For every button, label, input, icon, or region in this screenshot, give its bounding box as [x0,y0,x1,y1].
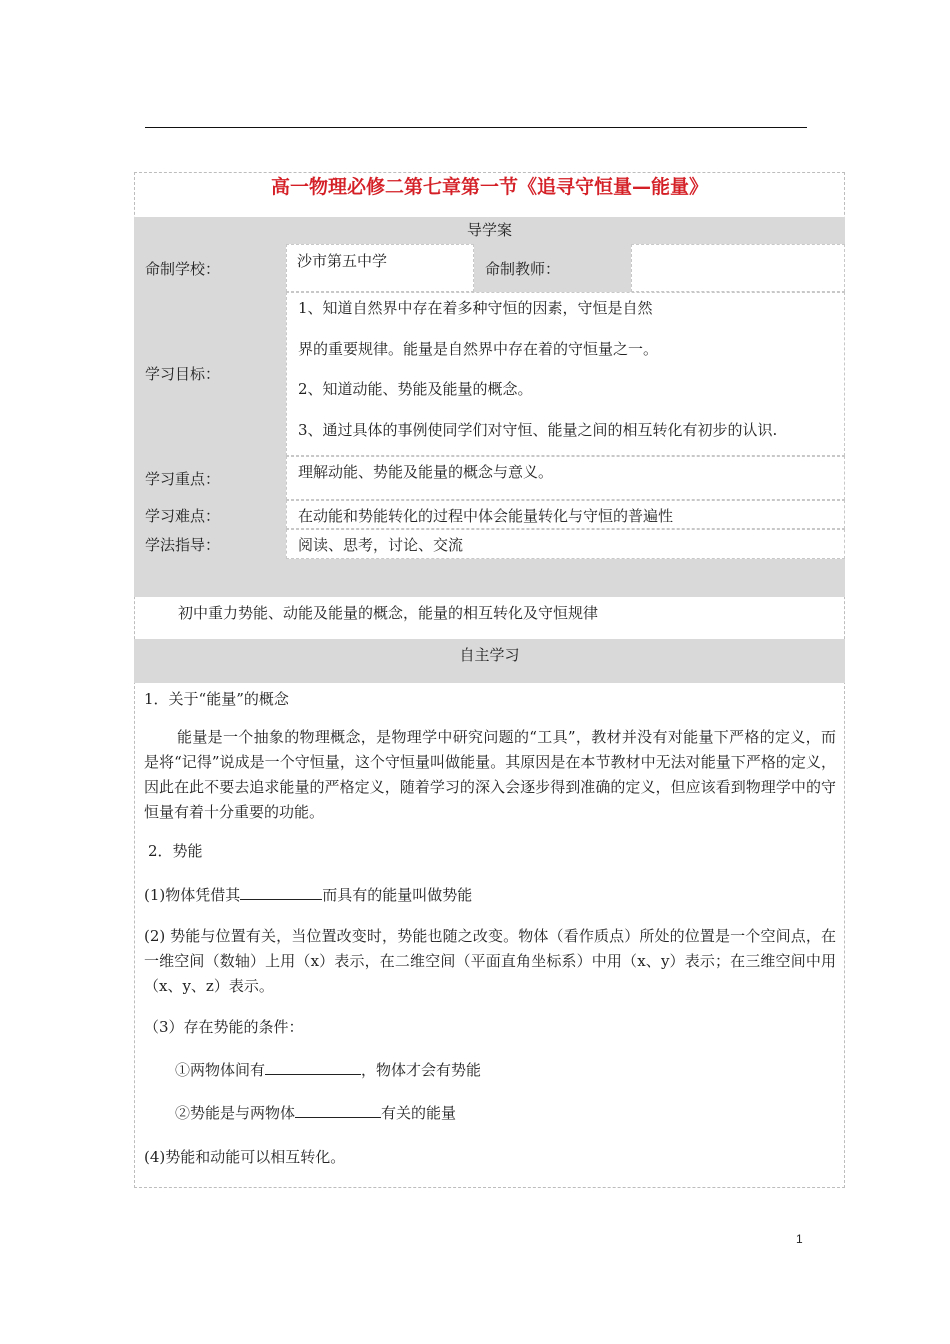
section-1-body: 能量是一个抽象的物理概念，是物理学中研究问题的“工具”，教材并没有对能量下严格的定义，而是将“记得”说成是一个守恒量，这个守恒量叫做能量。其原因是在本节教材中无法对能量下严格的定义，因此在此不要去追求能量的严格定义，随着学习的深入会逐步得到准确的定义，但应该看到物理学中的守恒量有着十分重要的功能。 [144,728,836,821]
question-3-1 [175,1059,481,1080]
school-label-cell [134,244,286,292]
teacher-label: 命制教师： [485,260,561,278]
answer-blank-2[interactable] [265,1060,361,1075]
key-label-cell [134,456,286,500]
question-1 [144,884,472,905]
goals-label-cell [134,292,286,456]
prior-knowledge: 初中重力势能、动能及能量的概念，能量的相互转化及守恒规律 [178,604,599,622]
question-3-2 [175,1102,456,1123]
answer-blank-1[interactable] [240,885,322,900]
method-value: 阅读、思考，讨论、交流 [298,536,464,554]
goal-line: 3、通过具体的事例使同学们对守恒、能量之间的相互转化有初步的认识. [298,421,778,439]
question-3-2-prefix: ②势能是与两物体 [175,1104,296,1122]
question-2: (2) 势能与位置有关，当位置改变时，势能也随之改变。物体（看作质点）所处的位置是一个空间点，在一维空间（数轴）上用（x）表示，在二维空间（平面直角坐标系）中用（x、y）表示；在三维空间中用（x、y、z）表示。 [144,927,836,995]
section-1-title: 1．关于“能量”的概念 [144,690,289,708]
question-3-2-suffix: 有关的能量 [381,1104,457,1122]
key-value: 理解动能、势能及能量的概念与意义。 [298,463,554,481]
difficulty-label: 学习难点： [145,507,221,525]
school-value: 沙市第五中学 [297,252,388,270]
self-study-heading: 自主学习 [134,639,845,683]
section-2-title: 2．势能 [148,842,203,860]
question-1-suffix: 而具有的能量叫做势能 [322,886,473,904]
goal-line: 1、知道自然界中存在着多种守恒的因素，守恒是自然 [298,299,653,317]
question-4: (4)势能和动能可以相互转化。 [144,1148,346,1166]
question-3-1-suffix: ，物体才会有势能 [361,1061,482,1079]
goals-cell [286,292,845,456]
goals-label: 学习目标： [145,365,221,383]
teacher-value-cell [631,244,845,292]
question-3: （3）存在势能的条件： [144,1018,304,1036]
key-cell [286,456,845,500]
question-3-1-prefix: ①两物体间有 [175,1061,266,1079]
method-cell [286,529,845,559]
header-rule [145,127,807,128]
difficulty-cell [286,500,845,529]
method-label-cell [134,529,286,559]
teacher-label-cell [474,244,631,292]
difficulty-value: 在动能和势能转化的过程中体会能量转化与守恒的普遍性 [298,507,674,525]
goal-line: 界的重要规律。能量是自然界中存在着的守恒量之一。 [298,340,659,358]
difficulty-label-cell [134,500,286,529]
question-1-prefix: (1)物体凭借其 [144,886,241,904]
school-label: 命制学校： [145,260,221,278]
section-label: 导学案 [134,217,845,244]
school-value-cell [286,244,474,292]
blank-band [134,559,845,597]
page-number: 1 [796,1232,803,1246]
answer-blank-3[interactable] [295,1103,381,1118]
document-title: 高一物理必修二第七章第一节《追寻守恒量—能量》 [270,176,708,198]
key-label: 学习重点： [145,470,221,488]
goal-line: 2、知道动能、势能及能量的概念。 [298,380,533,398]
method-label: 学法指导： [145,536,221,554]
